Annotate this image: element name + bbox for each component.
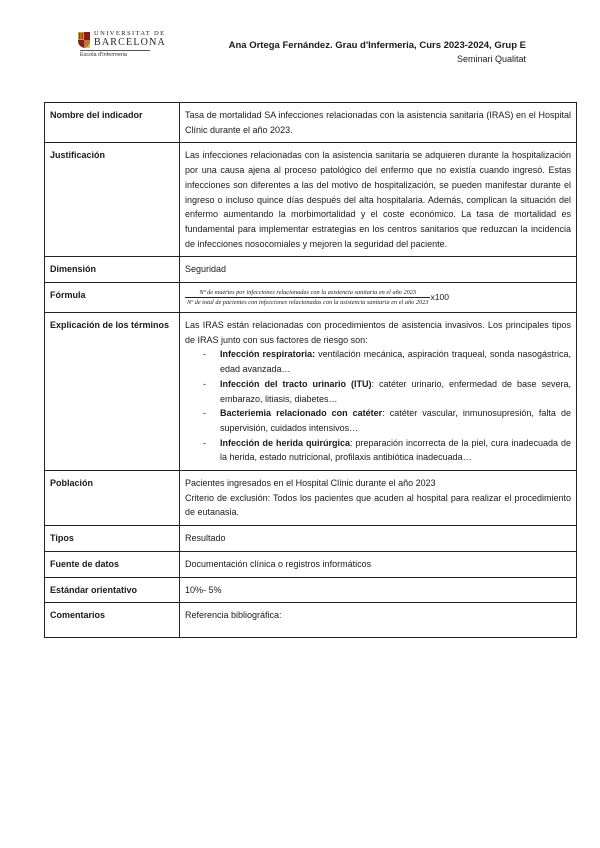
label-comentarios: Comentarios <box>45 603 180 638</box>
label-estandar: Estándar orientativo <box>45 577 180 603</box>
risk-term: Bacteriemia relacionado con catéter <box>220 408 383 419</box>
risk-factors: : catéter urinario, enfermedad de base severa, embarazo, litiasis, diabetes… <box>220 378 571 404</box>
formula-denominator: Nº de total de pacientes con infecciones relacionadas con la asistencia sanitaria en el año 2023 <box>187 299 429 307</box>
indicator-table <box>44 102 577 638</box>
list-item <box>220 406 571 435</box>
label-tipos: Tipos <box>45 526 180 552</box>
value-comentarios: Referencia bibliográfica: <box>180 603 577 638</box>
label-poblacion: Población <box>45 471 180 526</box>
row-formula <box>45 283 577 313</box>
header-title: Ana Ortega Fernández. Grau d'Infermeria, Curs 2023-2024, Grup E <box>228 40 526 51</box>
row-tipos <box>45 526 577 552</box>
value-tipos: Resultado <box>180 526 577 552</box>
list-item <box>220 377 571 406</box>
list-item <box>220 436 571 465</box>
header-subtitle: Seminari Qualitat <box>456 54 526 64</box>
logo-university-text: UNIVERSITAT DE <box>94 30 166 37</box>
row-comentarios <box>45 603 577 638</box>
formula-numerator: Nº de muertes por infecciones relacionadas con la asistencia sanitaria en el año 2023 <box>185 288 430 298</box>
formula-fraction <box>185 288 430 307</box>
label-nombre: Nombre del indicador <box>45 103 180 143</box>
label-justificacion: Justificación <box>45 143 180 257</box>
label-fuente: Fuente de datos <box>45 551 180 577</box>
logo-divider <box>80 50 150 51</box>
list-item <box>220 347 571 376</box>
explicacion-intro: Las IRAS están relacionadas con procedimientos de asistencia invasivos. Los principales tipos de IRAS junto con sus factores de riesgo son: <box>185 320 571 345</box>
row-explicacion <box>45 313 577 471</box>
row-dimension <box>45 257 577 283</box>
university-logo <box>78 30 168 64</box>
label-formula: Fórmula <box>45 283 180 313</box>
poblacion-line: Pacientes ingresados en el Hospital Clínic durante el año 2023 <box>185 478 436 489</box>
label-explicacion: Explicación de los términos <box>45 313 180 471</box>
value-explicacion <box>180 313 577 471</box>
risk-factors: : preparación incorrecta de la piel, cura inadecuada de la herida, estado nutricional, profilaxis antibiótica inadecuada… <box>220 437 571 463</box>
logo-city-text: BARCELONA <box>94 37 166 48</box>
value-formula <box>180 283 577 313</box>
risk-term: Infección del tracto urinario (ITU) <box>220 378 372 389</box>
shield-icon <box>78 32 90 48</box>
label-dimension: Dimensión <box>45 257 180 283</box>
risk-term: Infección respiratoria: <box>220 349 316 360</box>
value-nombre: Tasa de mortalidad SA infecciones relacionadas con la asistencia sanitaria (IRAS) en el Hospital Clínic durante el año 2023. <box>180 103 577 143</box>
value-fuente: Documentación clínica o registros informáticos <box>180 551 577 577</box>
value-dimension: Seguridad <box>180 257 577 283</box>
row-fuente <box>45 551 577 577</box>
risk-factors: ventilación mecánica, aspiración traqueal, sonda nasogástrica, edad avanzada… <box>220 349 571 375</box>
risk-list <box>185 347 571 465</box>
value-justificacion: Las infecciones relacionadas con la asistencia sanitaria se adquieren durante la hospitalización por una causa ajena al proceso patológico del enfermo que no existía cuando ingresó. Estas infecciones son diferentes a las del motivo de hospitalización, se pueden manifestar durante el ingreso o incluso quince días después del alta hospitalaria. Además, complican la situación del enfermo aumentando la morbimortalidad y el coste económico. La tasa de mortalidad es fundamental para implementar estrategias en los centros sanitarios que reduzcan la incidencia de infecciones nosocomiales y mejoren la seguridad del paciente. <box>180 143 577 257</box>
exclusion-criteria: Criterio de exclusión: Todos los pacientes que acuden al hospital para realizar el procedimiento de eutanasia. <box>185 492 571 518</box>
formula-multiplier: x100 <box>430 292 449 303</box>
risk-term: Infección de herida quirúrgica <box>220 437 350 448</box>
value-poblacion <box>180 471 577 526</box>
row-poblacion <box>45 471 577 526</box>
logo-faculty-text: Escola d'Infermeria <box>80 52 127 58</box>
risk-factors: : catéter vascular, inmunosupresión, falta de supervisión, cuidados intensivos… <box>220 408 571 433</box>
row-estandar <box>45 577 577 603</box>
row-justificacion <box>45 143 577 257</box>
value-estandar: 10%- 5% <box>180 577 577 603</box>
row-nombre <box>45 103 577 143</box>
